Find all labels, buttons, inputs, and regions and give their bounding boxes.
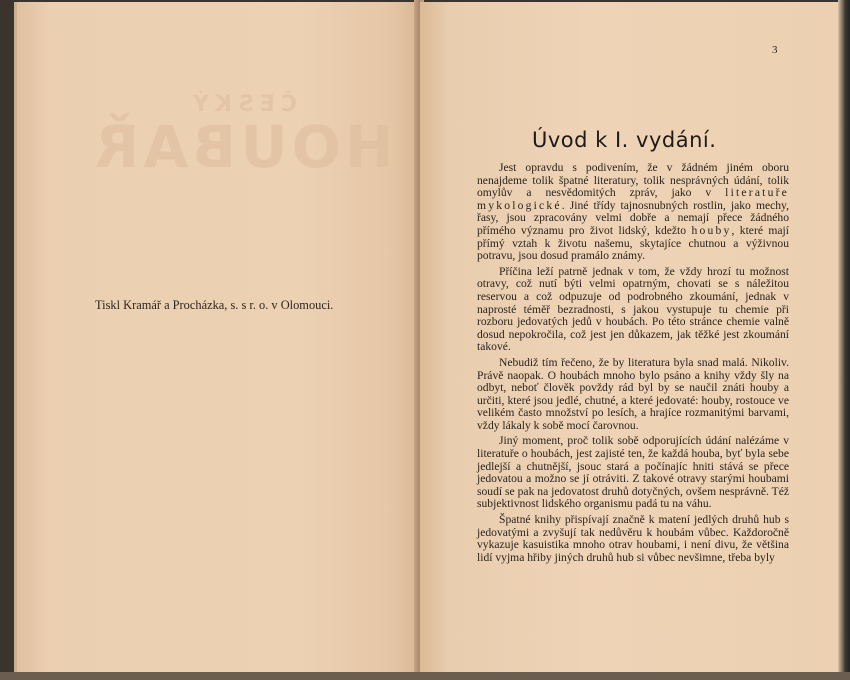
book-cover-edge	[838, 0, 850, 680]
show-through-title: ČESKÝ HOUBAŘ	[90, 92, 394, 181]
page-number: 3	[772, 44, 778, 56]
paragraph-1-part-b: . Jiné třídy tajnosnubných rostlin, jako mechy, řasy, jsou zpracovány velmi dobře a nemají přece žádného přímého významu pro život lidský, kdežto	[477, 198, 789, 237]
paragraph-1-emphasis: literatuře mykologické	[477, 186, 789, 212]
printer-imprint: Tiskl Kramář a Procházka, s. s r. o. v Olomouci.	[95, 298, 334, 312]
book-bottom-edge	[0, 672, 850, 680]
paragraph-2: Příčina leží patrně jednak v tom, že vždy hrozí tu možnost otravy, což nutí býti velmi opatrným, chovati se s náležitou reservou a což odpuzuje od podrobného zkoumání, jednak v naprosté téměř bezradnosti, s jakou vystupuje tu chemie při rozboru jedovatých jedů v houbách. Po této stránce chemie valně dosud nepokročila, což jest jen důkazem, jak těžké jest zkoumání takové.	[477, 264, 789, 354]
paragraph-1-part-a: Jest opravdu s podivením, že v žádném jiném oboru nenajdeme tolik špatné literatury, tolik nesprávných údání, tolik omylův a nesvědomitých zpráv, jako v	[477, 161, 789, 200]
left-page	[14, 2, 421, 678]
chapter-title: Úvod k I. vydání.	[532, 128, 717, 152]
paragraph-4: Jiný moment, proč tolik sobě odporujících údání nalézáme v literatuře o houbách, jest zajisté ten, že každá houba, byť byla sebe jedlejší a chutnější, jsouc stará a počínajíc hniti stává se přece jedovatou a možno se jí otráviti. Z takové otravy starými houbami soudí se pak na jedovatost druhů dotyčných, ovšem nesprávně. Též subjektivnost lidského organismu padá tu na váhu.	[477, 434, 789, 511]
paragraph-1-part-c: , které mají přímý vztah k životu našemu, skytajíce chutnou a výživnou potravu, jsou dosud pramálo známy.	[477, 223, 789, 263]
paragraph-3: Nebudiž tím řečeno, že by literatura byla snad malá. Nikoliv. Právě naopak. O houbách mnoho bylo psáno a knihy vždy šly na odbyt, neboť člověk povždy rád byl by se naučil znáti houby a určiti, které jsou jedlé, chutné, a které jedovaté: houby, rostouce ve velikém často množství po lesích, a hrajíce rozmanitými barvami, vždy lákaly k sobě mocí čarovnou.	[477, 355, 789, 432]
paragraph-5: Špatné knihy přispívají značně k matení jedlých druhů hub s jedovatými a zvyšují tak nedůvěru k houbám vůbec. Každoročně vykazuje kasuistika mnoho otrav houbami, i není divu, že většina lidí vyjma hřiby jiných druhů hub si vůbec nevšimne, třeba byly	[477, 513, 789, 564]
right-page	[420, 2, 842, 678]
paragraph-1-emphasis-2: houby	[691, 223, 732, 237]
body-text	[477, 162, 789, 567]
paragraph-1	[477, 162, 789, 263]
